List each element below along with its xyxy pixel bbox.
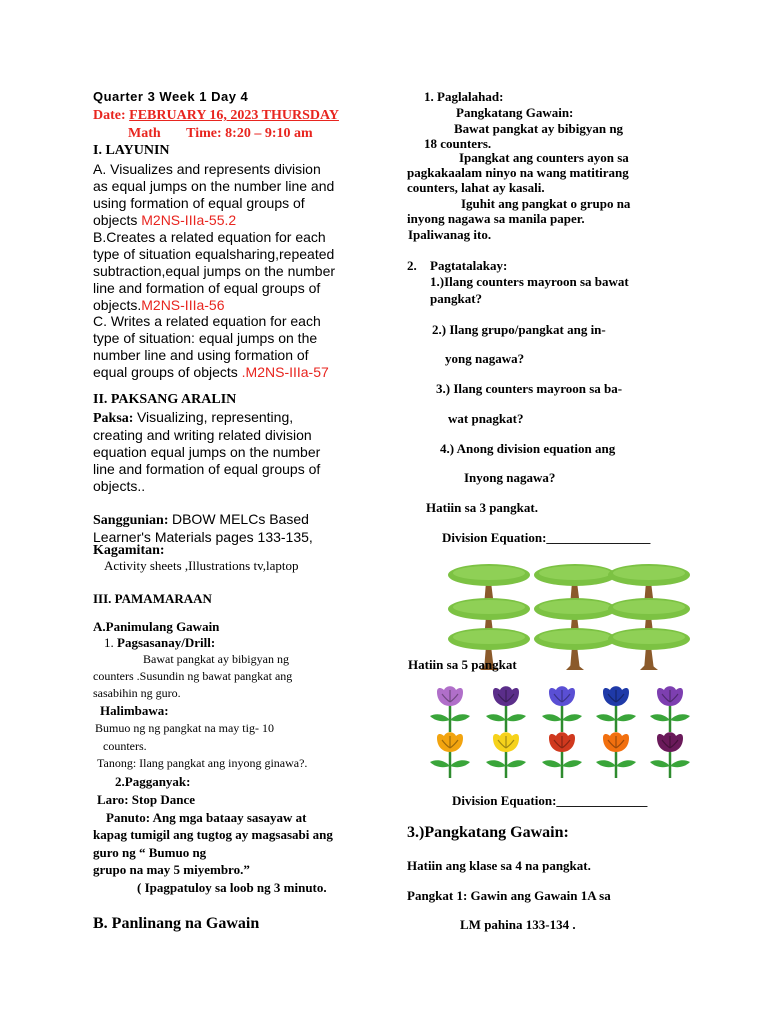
q4-line-1: 4.) Anong division equation ang [440, 441, 616, 456]
rline-3: Ipangkat ang counters ayon sa [459, 150, 629, 165]
date-value: FEBRUARY 16, 2023 THURSDAY [129, 108, 339, 123]
paksa-line: creating and writing related division [93, 427, 312, 443]
panuto-line-4: grupo na may 5 miyembro.” [93, 862, 250, 877]
q1-line-2: pangkat? [430, 291, 483, 306]
rline-6: Iguhit ang pangkat o grupo na [461, 196, 631, 211]
tree-icon [606, 626, 692, 672]
objective-a-line: objects [93, 212, 142, 228]
kagamitan-label: Kagamitan: [93, 543, 165, 558]
rline-1: Bawat pangkat ay bibigyan ng [454, 121, 624, 136]
flower-icon [648, 684, 692, 734]
flower-icon [540, 684, 584, 734]
subject: Math [128, 126, 161, 141]
division-equation-2: Division Equation:______________ [452, 793, 648, 808]
flower-icon [594, 684, 638, 734]
paksang-heading: II. PAKSANG ARALIN [93, 392, 237, 407]
objective-c-line: C. Writes a related equation for each [93, 313, 321, 329]
division-equation-1: Division Equation:________________ [442, 530, 651, 545]
objective-c-code: .M2NS-IIIa-57 [241, 364, 329, 380]
panuto-line-2: kapag tumigil ang tugtog ay magsasabi ang [93, 827, 333, 842]
lm-pages-line: LM pahina 133-134 . [460, 917, 576, 932]
sanggunian-label: Sanggunian: [93, 513, 169, 528]
flower-icon [648, 730, 692, 780]
hatiin-5-label: Hatiin sa 5 pangkat [408, 657, 517, 672]
paksa-label: Paksa: [93, 411, 134, 426]
hatiin-3-label: Hatiin sa 3 pangkat. [426, 500, 538, 515]
drill-line [104, 635, 215, 651]
pangkat-1-line: Pangkat 1: Gawin ang Gawain 1A sa [407, 888, 611, 903]
paksa-block [93, 409, 320, 495]
paksa-line: line and formation of equal groups of [93, 461, 321, 477]
q3-line-1: 3.) Ilang counters mayroon sa ba- [436, 381, 623, 396]
pagtatalakay-line [407, 258, 507, 274]
flower-icon [540, 730, 584, 780]
layunin-heading: I. LAYUNIN [93, 143, 170, 158]
subject-time-line [128, 126, 313, 142]
drill-line-2: counters .Susundin ng bawat pangkat ang [93, 669, 293, 683]
pamamaraan-heading: III. PAMAMARAAN [93, 591, 212, 606]
objective-a-line: using formation of equal groups of [93, 195, 305, 211]
sanggunian-line: Learner's Materials pages 133-135, [93, 529, 313, 545]
objective-b-code: M2NS-IIIa-56 [141, 297, 225, 313]
sanggunian-line: DBOW MELCs Based [171, 511, 309, 527]
pangkatang-heading: Pangkatang Gawain: [456, 105, 574, 120]
drill-heading: Pagsasanay/Drill: [117, 635, 216, 650]
q4-line-2: Inyong nagawa? [464, 470, 556, 485]
rline-8: Ipaliwanag ito. [408, 227, 492, 242]
panimulang-heading: A.Panimulang Gawain [93, 619, 220, 634]
objective-c-line: equal groups of objects [93, 364, 242, 380]
kagamitan-text: Activity sheets ,Illustrations tv,laptop [104, 558, 299, 573]
halimbawa-line-1: Bumuo ng ng pangkat na may tig- 10 [95, 721, 274, 735]
lesson-header: Quarter 3 Week 1 Day 4 [93, 89, 249, 104]
halimbawa-heading: Halimbawa: [100, 703, 169, 718]
ipagpatuloy-line: ( Ipagpatuloy sa loob ng 3 minuto. [137, 880, 327, 895]
q3-line-2: wat pnagkat? [448, 411, 524, 426]
q2-line-2: yong nagawa? [445, 351, 525, 366]
flower-icon [484, 684, 528, 734]
objective-b-line: type of situation equalsharing,repeated [93, 246, 335, 262]
objective-c-line: number line and using formation of [93, 347, 309, 363]
objective-b-line: subtraction,equal jumps on the number [93, 263, 336, 279]
rline-5: counters, lahat ay kasali. [407, 180, 545, 195]
objective-a [93, 161, 334, 229]
sanggunian-block [93, 511, 313, 546]
pangkatang-gawain-3: 3.)Pangkatang Gawain: [407, 824, 569, 841]
objective-b-line: line and formation of equal groups of [93, 280, 321, 296]
panlinang-heading: B. Panlinang na Gawain [93, 915, 260, 932]
flower-icon [428, 684, 472, 734]
objective-a-line: A. Visualizes and represents division [93, 161, 321, 177]
paglalahad-heading: 1. Paglalahad: [424, 89, 504, 104]
time: Time: 8:20 – 9:10 am [186, 126, 313, 141]
pagtatalakay-heading: Pagtatalakay: [430, 258, 508, 273]
pagganyak-heading: 2.Pagganyak: [115, 774, 191, 789]
flower-icon [594, 730, 638, 780]
objective-a-line: as equal jumps on the number line and [93, 178, 335, 194]
q2-line-1: 2.) Ilang grupo/pangkat ang in- [432, 322, 606, 337]
rline-2: 18 counters. [424, 136, 492, 151]
hatiin-klase-line: Hatiin ang klase sa 4 na pangkat. [407, 858, 591, 873]
objective-b-line: objects. [93, 297, 142, 313]
drill-number: 1. [104, 635, 114, 650]
paksa-line: equation equal jumps on the number [93, 444, 321, 460]
objective-c [93, 313, 329, 381]
panuto-line-3: guro ng “ Bumuo ng [93, 845, 207, 860]
paksa-line: Visualizing, representing, [136, 409, 294, 425]
objective-a-code: M2NS-IIIa-55.2 [141, 212, 237, 228]
objective-b [93, 229, 335, 314]
date-label: Date: [93, 108, 126, 123]
panuto-line-1: Panuto: Ang mga bataay sasayaw at [106, 810, 307, 825]
objective-c-line: type of situation: equal jumps on the [93, 330, 318, 346]
pagtatalakay-number: 2. [407, 258, 417, 273]
date-line [93, 108, 339, 124]
laro-line: Laro: Stop Dance [97, 792, 195, 807]
flower-icon [484, 730, 528, 780]
halimbawa-line-2: counters. [103, 739, 147, 753]
rline-7: inyong nagawa sa manila paper. [407, 211, 585, 226]
drill-line-3: sasabihin ng guro. [93, 686, 181, 700]
flower-icon [428, 730, 472, 780]
paksa-line: objects.. [93, 478, 146, 494]
objective-b-line: B.Creates a related equation for each [93, 229, 326, 245]
rline-4: pagkakaalam ninyo na wang matitirang [407, 165, 629, 180]
drill-line-1: Bawat pangkat ay bibigyan ng [143, 652, 289, 666]
q1-line-1: 1.)Ilang counters mayroon sa bawat [430, 274, 629, 289]
tanong-line: Tanong: Ilang pangkat ang inyong ginawa?. [97, 756, 308, 770]
